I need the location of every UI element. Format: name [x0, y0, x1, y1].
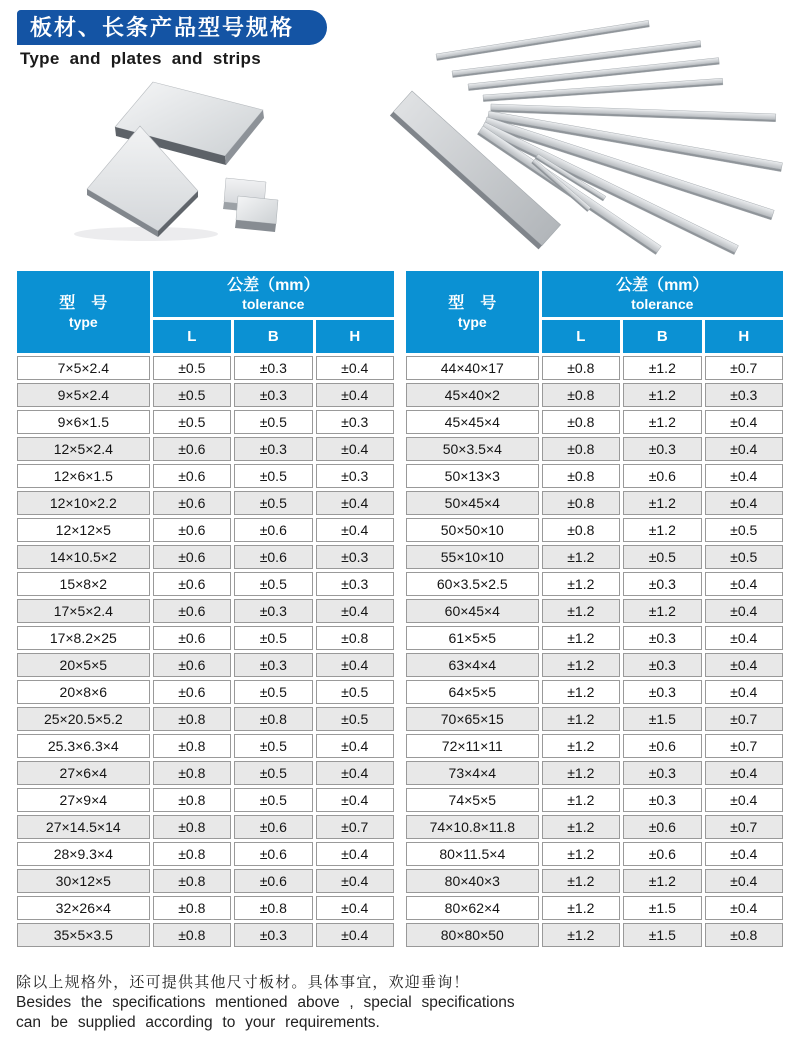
table-row [406, 383, 783, 407]
tolerance-cell: ±0.4 [316, 437, 394, 461]
footer-note-en-line1: Besides the specifications mentioned above , special specifications [16, 994, 515, 1011]
tolerance-cell: ±0.3 [234, 599, 312, 623]
table-row [406, 734, 783, 758]
tolerance-cell: ±0.4 [705, 842, 783, 866]
type-cell: 50×45×4 [406, 491, 539, 515]
header-tolerance [542, 271, 783, 317]
type-cell: 12×5×2.4 [17, 437, 150, 461]
type-cell: 30×12×5 [17, 869, 150, 893]
tolerance-cell: ±0.8 [153, 707, 231, 731]
tolerance-cell: ±0.5 [234, 626, 312, 650]
tolerance-cell: ±0.4 [705, 410, 783, 434]
tolerance-cell: ±0.5 [234, 491, 312, 515]
tolerance-cell: ±1.2 [542, 923, 620, 947]
header-tolerance-cn: 公差（mm） [616, 277, 709, 294]
table-row [17, 923, 394, 947]
tolerance-cell: ±1.2 [623, 383, 701, 407]
tolerance-cell: ±0.7 [705, 815, 783, 839]
footer-note-cn: 除以上规格外，还可提供其他尺寸板材。具体事宜，欢迎垂询！ [16, 974, 470, 991]
tolerance-cell: ±0.4 [316, 491, 394, 515]
type-cell: 55×10×10 [406, 545, 539, 569]
tolerance-cell: ±0.8 [542, 356, 620, 380]
table-row [406, 545, 783, 569]
tolerance-cell: ±0.5 [153, 356, 231, 380]
type-cell: 45×45×4 [406, 410, 539, 434]
type-cell: 61×5×5 [406, 626, 539, 650]
type-cell: 60×45×4 [406, 599, 539, 623]
tolerance-cell: ±1.2 [542, 761, 620, 785]
tolerance-cell: ±1.5 [623, 923, 701, 947]
tolerance-cell: ±1.2 [542, 599, 620, 623]
type-cell: 14×10.5×2 [17, 545, 150, 569]
tolerance-cell: ±0.8 [542, 383, 620, 407]
table-row [406, 923, 783, 947]
tolerance-cell: ±0.3 [234, 923, 312, 947]
tolerance-cell: ±1.2 [542, 653, 620, 677]
tolerance-cell: ±0.8 [542, 464, 620, 488]
type-cell: 50×50×10 [406, 518, 539, 542]
plates-small-stack [223, 178, 278, 232]
tolerance-cell: ±0.3 [234, 653, 312, 677]
tolerance-cell: ±0.4 [316, 356, 394, 380]
type-cell: 12×6×1.5 [17, 464, 150, 488]
tolerance-cell: ±0.3 [234, 437, 312, 461]
table-row [17, 518, 394, 542]
table-row [17, 626, 394, 650]
table-row [17, 761, 394, 785]
type-cell: 80×62×4 [406, 896, 539, 920]
header-col-l: L [542, 320, 620, 353]
table-row [406, 707, 783, 731]
tolerance-cell: ±0.3 [316, 464, 394, 488]
tolerance-cell: ±0.7 [705, 356, 783, 380]
type-cell: 9×6×1.5 [17, 410, 150, 434]
table-row [17, 599, 394, 623]
table-row [17, 869, 394, 893]
tolerance-cell: ±1.2 [542, 842, 620, 866]
tolerance-cell: ±0.3 [316, 572, 394, 596]
tolerance-cell: ±1.2 [623, 410, 701, 434]
tolerance-cell: ±0.8 [542, 410, 620, 434]
header-col-h: H [316, 320, 394, 353]
tolerance-cell: ±0.4 [316, 653, 394, 677]
header-tolerance [153, 271, 394, 317]
table-row [17, 896, 394, 920]
tolerance-cell: ±0.5 [623, 545, 701, 569]
tolerance-cell: ±0.5 [705, 545, 783, 569]
table-row [406, 626, 783, 650]
table-row [406, 680, 783, 704]
type-cell: 20×5×5 [17, 653, 150, 677]
table-row [17, 410, 394, 434]
table-row [17, 491, 394, 515]
type-cell: 44×40×17 [406, 356, 539, 380]
page-subtitle: Type and plates and strips [20, 49, 261, 68]
table-row [17, 680, 394, 704]
spec-tables [14, 268, 786, 950]
tolerance-cell: ±0.4 [316, 896, 394, 920]
table-row [406, 788, 783, 812]
tolerance-cell: ±0.6 [234, 815, 312, 839]
table-row [406, 599, 783, 623]
strips-photo [388, 16, 800, 256]
table-row [406, 653, 783, 677]
type-cell: 80×40×3 [406, 869, 539, 893]
tolerance-cell: ±0.6 [153, 626, 231, 650]
tolerance-cell: ±0.6 [234, 518, 312, 542]
header-type [406, 271, 539, 353]
type-cell: 64×5×5 [406, 680, 539, 704]
tolerance-cell: ±0.8 [153, 734, 231, 758]
footer-note-en-line2: can be supplied according to your requirements. [16, 1014, 380, 1031]
tolerance-cell: ±1.2 [542, 626, 620, 650]
type-cell: 9×5×2.4 [17, 383, 150, 407]
tolerance-cell: ±0.8 [316, 626, 394, 650]
tolerance-cell: ±0.5 [153, 383, 231, 407]
table-row [17, 383, 394, 407]
tolerance-cell: ±0.4 [316, 383, 394, 407]
type-cell: 7×5×2.4 [17, 356, 150, 380]
tolerance-cell: ±0.4 [705, 896, 783, 920]
tolerance-cell: ±0.8 [153, 815, 231, 839]
tolerance-cell: ±0.5 [234, 572, 312, 596]
table-row [406, 869, 783, 893]
table-row [17, 734, 394, 758]
plates-photo [58, 76, 380, 262]
tolerance-cell: ±0.3 [316, 545, 394, 569]
tolerance-cell: ±0.3 [623, 437, 701, 461]
tolerance-cell: ±0.5 [234, 761, 312, 785]
header-col-l: L [153, 320, 231, 353]
tolerance-cell: ±0.4 [705, 626, 783, 650]
table-row [17, 356, 394, 380]
type-cell: 60×3.5×2.5 [406, 572, 539, 596]
strips-fan [436, 20, 782, 254]
tolerance-cell: ±0.5 [705, 518, 783, 542]
tolerance-cell: ±0.4 [705, 788, 783, 812]
header-col-b: B [234, 320, 312, 353]
tolerance-cell: ±0.6 [153, 491, 231, 515]
tolerance-cell: ±0.5 [316, 680, 394, 704]
table-row [406, 761, 783, 785]
tolerance-cell: ±0.5 [153, 410, 231, 434]
header-tolerance-cn: 公差（mm） [227, 277, 320, 294]
tolerance-cell: ±0.6 [623, 815, 701, 839]
tolerance-cell: ±0.6 [153, 518, 231, 542]
type-cell: 25×20.5×5.2 [17, 707, 150, 731]
table-row [17, 572, 394, 596]
tolerance-cell: ±0.6 [623, 734, 701, 758]
tolerance-cell: ±1.2 [542, 896, 620, 920]
tolerance-cell: ±0.6 [153, 599, 231, 623]
tolerance-cell: ±0.8 [153, 923, 231, 947]
table-row [406, 437, 783, 461]
type-cell: 80×11.5×4 [406, 842, 539, 866]
tolerance-cell: ±0.4 [705, 761, 783, 785]
type-cell: 32×26×4 [17, 896, 150, 920]
tolerance-cell: ±1.2 [542, 545, 620, 569]
spec-table-left [14, 268, 397, 950]
tolerance-cell: ±0.4 [705, 491, 783, 515]
header-tolerance-en: tolerance [631, 296, 694, 312]
tolerance-cell: ±0.7 [316, 815, 394, 839]
table-row [406, 572, 783, 596]
tolerance-cell: ±0.4 [705, 572, 783, 596]
tolerance-cell: ±0.3 [623, 788, 701, 812]
tolerance-cell: ±0.4 [316, 599, 394, 623]
tolerance-cell: ±0.4 [316, 518, 394, 542]
table-row [406, 410, 783, 434]
tolerance-cell: ±0.6 [234, 842, 312, 866]
tolerance-cell: ±0.3 [623, 680, 701, 704]
table-row [406, 464, 783, 488]
tolerance-cell: ±0.6 [623, 464, 701, 488]
tolerance-cell: ±1.2 [542, 734, 620, 758]
tolerance-cell: ±1.2 [623, 518, 701, 542]
table-row [17, 815, 394, 839]
type-cell: 28×9.3×4 [17, 842, 150, 866]
type-cell: 17×5×2.4 [17, 599, 150, 623]
tolerance-cell: ±0.4 [316, 734, 394, 758]
type-cell: 27×9×4 [17, 788, 150, 812]
type-cell: 74×5×5 [406, 788, 539, 812]
type-cell: 20×8×6 [17, 680, 150, 704]
page-title: 板材、长条产品型号规格 [30, 15, 295, 40]
footer-note [16, 972, 536, 1033]
type-cell: 73×4×4 [406, 761, 539, 785]
tolerance-cell: ±0.4 [316, 788, 394, 812]
tolerance-cell: ±1.5 [623, 896, 701, 920]
tolerance-cell: ±1.2 [542, 815, 620, 839]
tolerance-cell: ±0.6 [623, 842, 701, 866]
header-type [17, 271, 150, 353]
tolerance-cell: ±0.8 [542, 491, 620, 515]
type-cell: 27×14.5×14 [17, 815, 150, 839]
type-cell: 27×6×4 [17, 761, 150, 785]
tolerance-cell: ±0.3 [234, 383, 312, 407]
tolerance-cell: ±0.3 [705, 383, 783, 407]
spec-table-right [403, 268, 786, 950]
table-row [406, 815, 783, 839]
table-row [406, 842, 783, 866]
tolerance-cell: ±0.8 [153, 842, 231, 866]
header-type-cn: 型 号 [448, 295, 497, 312]
tolerance-cell: ±0.6 [153, 653, 231, 677]
type-cell: 17×8.2×25 [17, 626, 150, 650]
tolerance-cell: ±0.6 [234, 545, 312, 569]
type-cell: 70×65×15 [406, 707, 539, 731]
tolerance-cell: ±0.8 [153, 869, 231, 893]
tolerance-cell: ±0.3 [316, 410, 394, 434]
tolerance-cell: ±1.2 [542, 788, 620, 812]
tolerance-cell: ±0.3 [623, 572, 701, 596]
tolerance-cell: ±0.4 [316, 761, 394, 785]
tolerance-cell: ±0.5 [234, 464, 312, 488]
table-row [17, 545, 394, 569]
table-row [406, 491, 783, 515]
tolerance-cell: ±1.5 [623, 707, 701, 731]
type-cell: 12×10×2.2 [17, 491, 150, 515]
tolerance-cell: ±0.8 [234, 896, 312, 920]
type-cell: 35×5×3.5 [17, 923, 150, 947]
type-cell: 25.3×6.3×4 [17, 734, 150, 758]
tolerance-cell: ±0.4 [705, 437, 783, 461]
type-cell: 80×80×50 [406, 923, 539, 947]
tolerance-cell: ±0.8 [705, 923, 783, 947]
tolerance-cell: ±0.4 [705, 599, 783, 623]
header-tolerance-en: tolerance [242, 296, 305, 312]
header-col-b: B [623, 320, 701, 353]
tolerance-cell: ±0.5 [316, 707, 394, 731]
tolerance-cell: ±0.6 [153, 680, 231, 704]
table-row [17, 788, 394, 812]
type-cell: 72×11×11 [406, 734, 539, 758]
table-row [17, 437, 394, 461]
tolerance-cell: ±0.4 [316, 869, 394, 893]
page-title-badge [18, 11, 326, 44]
tolerance-cell: ±0.8 [153, 788, 231, 812]
tolerance-cell: ±1.2 [542, 572, 620, 596]
tolerance-cell: ±1.2 [623, 356, 701, 380]
header-type-en: type [457, 314, 487, 330]
tolerance-cell: ±0.5 [234, 410, 312, 434]
tolerance-cell: ±0.6 [153, 464, 231, 488]
tolerance-cell: ±0.8 [542, 518, 620, 542]
table-row [406, 518, 783, 542]
tolerance-cell: ±0.5 [234, 788, 312, 812]
tolerance-cell: ±0.7 [705, 734, 783, 758]
tolerance-cell: ±0.6 [153, 572, 231, 596]
tolerance-cell: ±0.5 [234, 680, 312, 704]
table-row [406, 356, 783, 380]
tolerance-cell: ±0.6 [153, 437, 231, 461]
tolerance-cell: ±0.3 [234, 356, 312, 380]
type-cell: 50×3.5×4 [406, 437, 539, 461]
table-row [17, 464, 394, 488]
tolerance-cell: ±0.4 [316, 923, 394, 947]
header-type-cn: 型 号 [59, 295, 108, 312]
type-cell: 15×8×2 [17, 572, 150, 596]
tolerance-cell: ±0.3 [623, 653, 701, 677]
header-type-en: type [68, 314, 98, 330]
tolerance-cell: ±1.2 [623, 869, 701, 893]
tolerance-cell: ±0.4 [705, 653, 783, 677]
tolerance-cell: ±0.8 [153, 896, 231, 920]
tolerance-cell: ±1.2 [542, 869, 620, 893]
type-cell: 74×10.8×11.8 [406, 815, 539, 839]
tolerance-cell: ±1.2 [542, 680, 620, 704]
tolerance-cell: ±0.4 [316, 842, 394, 866]
tolerance-cell: ±0.4 [705, 680, 783, 704]
tolerance-cell: ±0.3 [623, 626, 701, 650]
tolerance-cell: ±0.6 [153, 545, 231, 569]
tolerance-cell: ±1.2 [623, 599, 701, 623]
tolerance-cell: ±0.5 [234, 734, 312, 758]
tolerance-cell: ±0.7 [705, 707, 783, 731]
tolerance-cell: ±1.2 [623, 491, 701, 515]
type-cell: 45×40×2 [406, 383, 539, 407]
tolerance-cell: ±1.2 [542, 707, 620, 731]
tolerance-cell: ±0.6 [234, 869, 312, 893]
tolerance-cell: ±0.4 [705, 869, 783, 893]
table-row [406, 896, 783, 920]
type-cell: 12×12×5 [17, 518, 150, 542]
tolerance-cell: ±0.3 [623, 761, 701, 785]
type-cell: 50×13×3 [406, 464, 539, 488]
tolerance-cell: ±0.8 [542, 437, 620, 461]
header-col-h: H [705, 320, 783, 353]
table-row [17, 653, 394, 677]
table-row [17, 707, 394, 731]
tolerance-cell: ±0.4 [705, 464, 783, 488]
tolerance-cell: ±0.8 [234, 707, 312, 731]
tolerance-cell: ±0.8 [153, 761, 231, 785]
table-row [17, 842, 394, 866]
type-cell: 63×4×4 [406, 653, 539, 677]
